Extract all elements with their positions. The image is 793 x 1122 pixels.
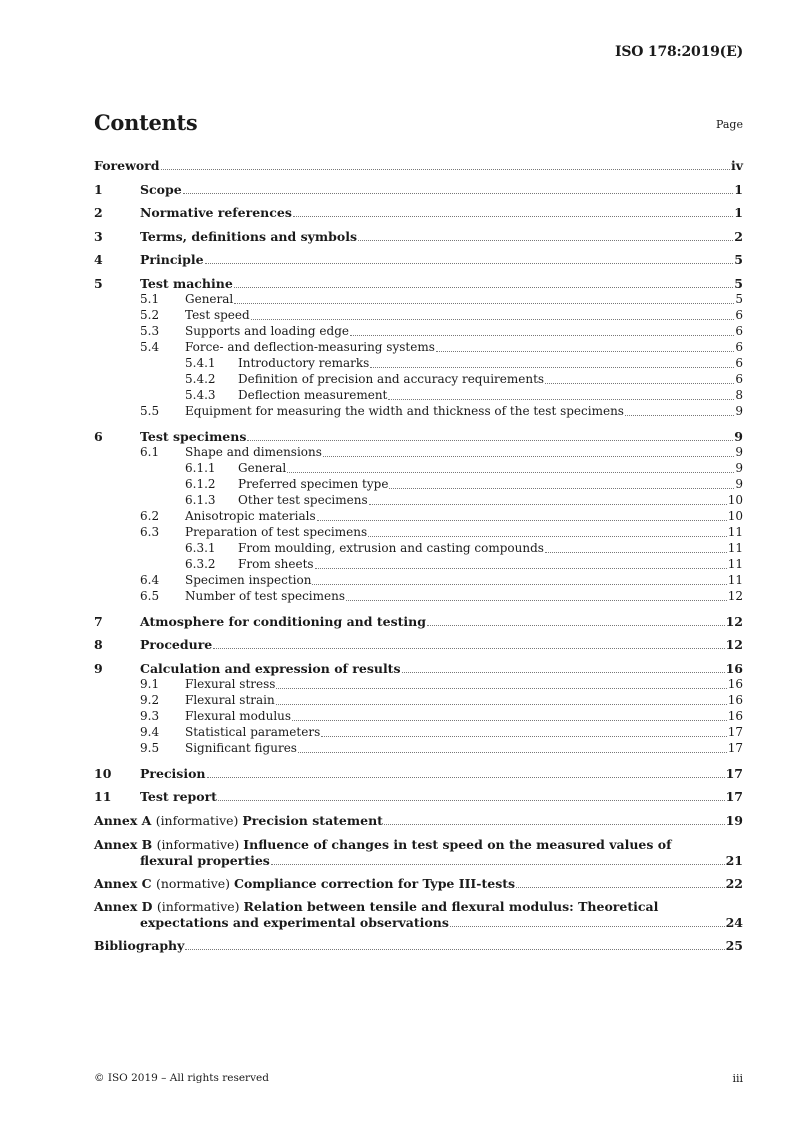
- toc-entry-number: 5.3: [140, 324, 160, 338]
- toc-entry-link[interactable]: [185, 677, 743, 692]
- toc-entry-page: 19: [725, 813, 743, 828]
- toc-entry[interactable]: [94, 291, 743, 308]
- toc-entry-title: Preferred specimen type: [238, 477, 389, 491]
- toc-entry-page: 12: [727, 589, 743, 603]
- toc-entry-link[interactable]: [185, 324, 743, 339]
- page-title: Contents: [94, 110, 198, 135]
- annex-label: Annex A: [94, 813, 156, 828]
- toc-entry-link[interactable]: [185, 693, 743, 708]
- toc-entry-link[interactable]: [185, 509, 743, 524]
- toc-entry-number: 5.4: [140, 340, 160, 354]
- toc-entry-number: 6.1.3: [185, 493, 216, 507]
- dot-leader: [292, 720, 727, 721]
- toc-entry-title: Equipment for measuring the width and thickness of the test specimens: [185, 404, 624, 418]
- toc-entry-page: iv: [730, 158, 743, 173]
- toc-entry-page: 22: [725, 876, 743, 891]
- toc-entry[interactable]: [94, 157, 743, 174]
- toc-entry-number: 4: [94, 252, 103, 267]
- toc-entry-page: 2: [734, 229, 743, 244]
- toc-entry-number: 5.1: [140, 292, 160, 306]
- toc-entry-page: 6: [735, 340, 743, 354]
- toc-entry-title: Test report: [140, 789, 217, 804]
- toc-entry-page: 6: [735, 308, 743, 322]
- toc-entry-page: 6: [735, 324, 743, 338]
- toc-entry-number: 6.5: [140, 589, 160, 603]
- toc-entry[interactable]: [94, 613, 743, 630]
- annex-heading: Influence of changes in test speed on the measured values of: [243, 837, 672, 852]
- annex-heading: Compliance correction for Type III-tests: [234, 876, 516, 891]
- toc-entry-page: 11: [727, 541, 743, 555]
- toc-entry-link[interactable]: [238, 388, 743, 403]
- toc-entry-page: 10: [727, 493, 743, 507]
- dot-leader: [234, 287, 733, 288]
- document-code: ISO 178:2019(E): [614, 44, 743, 60]
- annex-entry[interactable]: [94, 898, 743, 915]
- dot-leader: [247, 440, 733, 441]
- toc-entry-title: Calculation and expression of results: [140, 661, 401, 676]
- toc-entry-number: 5.2: [140, 308, 160, 322]
- toc-entry-title: Shape and dimensions: [185, 445, 322, 459]
- toc-entry-number: 5: [94, 276, 103, 291]
- toc-entry-title: Significant figures: [185, 741, 297, 755]
- toc-entry-link[interactable]: [94, 876, 743, 891]
- annex-label: Annex C: [94, 876, 156, 891]
- dot-leader: [358, 240, 733, 241]
- toc-entry-number: 5.4.1: [185, 356, 216, 370]
- toc-entry-number: 6.1.1: [185, 461, 216, 475]
- toc-entry-page: 8: [735, 388, 743, 402]
- toc-entry-number: 6.3.2: [185, 557, 216, 571]
- toc-entry[interactable]: [94, 181, 743, 198]
- annex-title: [94, 899, 658, 914]
- dot-leader: [205, 263, 734, 264]
- toc-entry-page: 9: [735, 445, 743, 459]
- annex-title-continued: flexural properties: [140, 853, 270, 868]
- toc-entry-page: 11: [727, 525, 743, 539]
- toc-entry-page: 9: [735, 404, 743, 418]
- toc-entry-page: 5: [734, 276, 743, 291]
- toc-entry-title: From moulding, extrusion and casting compounds: [238, 541, 544, 555]
- toc-entry-link[interactable]: [238, 477, 743, 492]
- toc-entry-number: 5.5: [140, 404, 160, 418]
- toc-entry-number: 6.3.1: [185, 541, 216, 555]
- toc-entry[interactable]: [94, 323, 743, 340]
- dot-leader: [207, 777, 725, 778]
- toc-entry[interactable]: [94, 403, 743, 420]
- toc-entry-number: 9.3: [140, 709, 160, 723]
- annex-type: (normative): [155, 876, 235, 891]
- dot-leader: [350, 335, 734, 336]
- toc-entry-link[interactable]: [140, 252, 743, 267]
- toc-entry[interactable]: [94, 476, 743, 493]
- toc-entry-page: 12: [725, 637, 743, 652]
- toc-entry[interactable]: [94, 460, 743, 477]
- toc-entry-title: Anisotropic materials: [185, 509, 316, 523]
- toc-entry-number: 9.4: [140, 725, 160, 739]
- toc-entry[interactable]: [94, 339, 743, 356]
- annex-title: [94, 813, 383, 828]
- toc-entry-link[interactable]: [140, 614, 743, 629]
- toc-entry-page: 9: [735, 477, 743, 491]
- toc-entry-title: Definition of precision and accuracy requirements: [238, 372, 545, 386]
- annex-heading: Precision statement: [242, 813, 383, 828]
- page-number: iii: [732, 1072, 743, 1085]
- toc-entry-link[interactable]: [94, 938, 743, 953]
- toc-entry-page: 1: [734, 205, 743, 220]
- toc-entry-page: 6: [735, 356, 743, 370]
- toc-entry-title: Principle: [140, 252, 204, 267]
- toc-entry-link[interactable]: [185, 404, 743, 419]
- toc-entry-title: Test speed: [185, 308, 250, 322]
- toc-entry-page: 16: [727, 709, 743, 723]
- toc-entry[interactable]: [94, 588, 743, 605]
- annex-type: (informative): [155, 813, 243, 828]
- toc-entry-link[interactable]: [94, 837, 743, 852]
- dot-leader: [369, 504, 727, 505]
- toc-entry-number: 7: [94, 614, 103, 629]
- toc-entry-link[interactable]: [238, 356, 743, 371]
- dot-leader: [276, 688, 726, 689]
- toc-entry-number: 9.2: [140, 693, 160, 707]
- toc-entry-page: 10: [727, 509, 743, 523]
- toc-entry-link[interactable]: [140, 915, 743, 930]
- toc-entry-number: 6.1.2: [185, 477, 216, 491]
- toc-entry-title: Atmosphere for conditioning and testing: [140, 614, 426, 629]
- toc-entry[interactable]: [94, 708, 743, 725]
- toc-entry[interactable]: [94, 740, 743, 757]
- toc-entry-link[interactable]: [140, 853, 743, 868]
- dot-leader: [545, 552, 727, 553]
- dot-leader: [545, 383, 734, 384]
- toc-entry-title: Terms, definitions and symbols: [140, 229, 357, 244]
- toc-entry-number: 6: [94, 429, 103, 444]
- dot-leader: [276, 704, 727, 705]
- toc-entry-number: 11: [94, 789, 112, 804]
- toc-entry-page: 16: [725, 661, 743, 676]
- toc-entry-page: 16: [727, 693, 743, 707]
- toc-entry[interactable]: [94, 428, 743, 445]
- dot-leader: [388, 399, 734, 400]
- annex-type: (informative): [156, 837, 244, 852]
- annex-title: [94, 876, 515, 891]
- copyright-notice: © ISO 2019 – All rights reserved: [94, 1072, 269, 1084]
- toc-entry[interactable]: [94, 556, 743, 573]
- page-column-label: Page: [715, 118, 743, 131]
- annex-title: [94, 837, 671, 852]
- toc-entry-title: Normative references: [140, 205, 292, 220]
- toc-entry-link[interactable]: [94, 813, 743, 828]
- toc-entry-number: 9: [94, 661, 103, 676]
- toc-entry-link[interactable]: [238, 372, 743, 387]
- toc-entry-link[interactable]: [140, 429, 743, 444]
- toc-entry-link[interactable]: [185, 525, 743, 540]
- toc-entry-page: 5: [734, 252, 743, 267]
- dot-leader: [161, 169, 730, 170]
- dot-leader: [317, 520, 727, 521]
- toc-entry-link[interactable]: [185, 709, 743, 724]
- toc-entry-title: General: [238, 461, 287, 475]
- toc-entry-link[interactable]: [238, 493, 743, 508]
- toc-entry-link[interactable]: [185, 741, 743, 756]
- toc-entry-link[interactable]: [185, 308, 743, 323]
- annex-entry-continued[interactable]: [94, 914, 743, 931]
- toc-entry-page: 1: [734, 182, 743, 197]
- dot-leader: [384, 824, 725, 825]
- toc-entry-link[interactable]: [185, 340, 743, 355]
- toc-entry-title: Supports and loading edge: [185, 324, 349, 338]
- toc-entry-link[interactable]: [140, 205, 743, 220]
- dot-leader: [625, 415, 734, 416]
- toc-entry-page: 9: [734, 429, 743, 444]
- toc-entry-number: 9.5: [140, 741, 160, 755]
- toc-entry-number: 6.1: [140, 445, 160, 459]
- toc-entry-title: Foreword: [94, 158, 160, 173]
- annex-entry-continued[interactable]: [94, 852, 743, 869]
- dot-leader: [251, 319, 735, 320]
- toc-entry-page: 17: [727, 725, 743, 739]
- dot-leader: [402, 672, 725, 673]
- dot-leader: [436, 351, 735, 352]
- toc-entry-link[interactable]: [140, 229, 743, 244]
- toc-entry-link[interactable]: [185, 445, 743, 460]
- toc-entry-page: 6: [735, 372, 743, 386]
- toc-entry-title: Test machine: [140, 276, 233, 291]
- dot-leader: [271, 864, 725, 865]
- toc-entry[interactable]: [94, 371, 743, 388]
- toc-entry-number: 1: [94, 182, 103, 197]
- toc-entry[interactable]: [94, 355, 743, 372]
- toc-entry-link[interactable]: [140, 276, 743, 291]
- toc-entry[interactable]: [94, 724, 743, 741]
- toc-entry[interactable]: [94, 307, 743, 324]
- toc-entry[interactable]: [94, 204, 743, 221]
- toc-entry-number: 8: [94, 637, 103, 652]
- bibliography-title: Bibliography: [94, 938, 185, 953]
- toc-entry[interactable]: [94, 228, 743, 245]
- toc-entry-link[interactable]: [140, 766, 743, 781]
- toc-entry-link[interactable]: [238, 557, 743, 572]
- toc-entry-title: Statistical parameters: [185, 725, 321, 739]
- annex-type: (informative): [156, 899, 244, 914]
- toc-entry-link[interactable]: [140, 182, 743, 197]
- toc-entry-number: 3: [94, 229, 103, 244]
- dot-leader: [450, 926, 725, 927]
- toc-entry-title: Test specimens: [140, 429, 247, 444]
- toc-entry-page: 9: [735, 461, 743, 475]
- toc-entry-link[interactable]: [185, 589, 743, 604]
- toc-entry-number: 6.4: [140, 573, 160, 587]
- toc-entry-link[interactable]: [140, 637, 743, 652]
- dot-leader: [368, 536, 727, 537]
- toc-entry-title: Specimen inspection: [185, 573, 312, 587]
- toc-entry-number: 5.4.2: [185, 372, 216, 386]
- dot-leader: [183, 193, 734, 194]
- toc-entry-number: 5.4.3: [185, 388, 216, 402]
- dot-leader: [312, 584, 726, 585]
- toc-entry-link[interactable]: [185, 292, 743, 307]
- toc-entry[interactable]: [94, 572, 743, 589]
- toc-entry-title: Other test specimens: [238, 493, 368, 507]
- dot-leader: [346, 600, 727, 601]
- toc-entry-title: From sheets: [238, 557, 314, 571]
- toc-entry[interactable]: [94, 444, 743, 461]
- toc-entry[interactable]: [94, 692, 743, 709]
- dot-leader: [234, 303, 734, 304]
- toc-entry-link[interactable]: [185, 725, 743, 740]
- bibliography-entry[interactable]: [94, 937, 743, 954]
- toc-entry-page: 11: [727, 573, 743, 587]
- toc-entry-page: 17: [727, 741, 743, 755]
- toc-entry[interactable]: [94, 508, 743, 525]
- toc-entry-page: 25: [725, 938, 743, 953]
- toc-entry[interactable]: [94, 251, 743, 268]
- annex-heading: Relation between tensile and flexural modulus: Theoretical: [243, 899, 659, 914]
- annex-entry[interactable]: [94, 836, 743, 853]
- toc-entry[interactable]: [94, 492, 743, 509]
- toc-entry-page: 5: [735, 292, 743, 306]
- dot-leader: [213, 648, 724, 649]
- toc-entry[interactable]: [94, 788, 743, 805]
- annex-title-continued: expectations and experimental observations: [140, 915, 449, 930]
- dot-leader: [516, 887, 725, 888]
- toc-entry-page: 17: [725, 766, 743, 781]
- toc-entry[interactable]: [94, 765, 743, 782]
- toc-entry-page: 12: [725, 614, 743, 629]
- toc-entry-title: Flexural modulus: [185, 709, 292, 723]
- dot-leader: [321, 736, 726, 737]
- dot-leader: [185, 949, 724, 950]
- toc-entry-number: 10: [94, 766, 112, 781]
- dot-leader: [389, 488, 734, 489]
- toc-entry-page: 16: [727, 677, 743, 691]
- toc-entry-page: 17: [725, 789, 743, 804]
- toc-entry-number: 9.1: [140, 677, 160, 691]
- dot-leader: [370, 367, 734, 368]
- toc-entry-title: Force- and deflection-measuring systems: [185, 340, 435, 354]
- toc-entry-link[interactable]: [94, 158, 743, 173]
- dot-leader: [298, 752, 727, 753]
- toc-entry-link[interactable]: [94, 899, 743, 914]
- dot-leader: [315, 568, 727, 569]
- toc-entry-page: 11: [727, 557, 743, 571]
- toc-entry-link[interactable]: [238, 541, 743, 556]
- toc-entry[interactable]: [94, 540, 743, 557]
- toc-entry-link[interactable]: [140, 661, 743, 676]
- annex-entry[interactable]: [94, 812, 743, 829]
- annex-label: Annex B: [94, 837, 157, 852]
- toc-entry-number: 6.2: [140, 509, 160, 523]
- toc-entry-title: Procedure: [140, 637, 213, 652]
- annex-label: Annex D: [94, 899, 157, 914]
- toc-entry-number: 2: [94, 205, 103, 220]
- toc-entry-title: Deflection measurement: [238, 388, 388, 402]
- toc-entry-title: Preparation of test specimens: [185, 525, 368, 539]
- toc-entry-title: Introductory remarks: [238, 356, 370, 370]
- dot-leader: [218, 800, 725, 801]
- toc-entry-title: Flexural strain: [185, 693, 275, 707]
- toc-entry-link[interactable]: [140, 789, 743, 804]
- toc-entry-number: 6.3: [140, 525, 160, 539]
- toc-entry-page: 24: [725, 915, 743, 930]
- annex-entry[interactable]: [94, 875, 743, 892]
- toc-entry[interactable]: [94, 524, 743, 541]
- dot-leader: [427, 625, 725, 626]
- toc-entry[interactable]: [94, 387, 743, 404]
- toc-entry-page: 21: [725, 853, 743, 868]
- toc-entry-link[interactable]: [238, 461, 743, 476]
- dot-leader: [287, 472, 734, 473]
- toc-entry-link[interactable]: [185, 573, 743, 588]
- toc-entry[interactable]: [94, 275, 743, 292]
- toc-entry-title: Scope: [140, 182, 182, 197]
- toc-entry[interactable]: [94, 660, 743, 677]
- toc-entry-title: Number of test specimens: [185, 589, 346, 603]
- toc-entry[interactable]: [94, 676, 743, 693]
- toc-entry[interactable]: [94, 636, 743, 653]
- dot-leader: [293, 216, 733, 217]
- toc-entry-title: Precision: [140, 766, 206, 781]
- toc-entry-title: Flexural stress: [185, 677, 276, 691]
- dot-leader: [323, 456, 734, 457]
- toc-entry-title: General: [185, 292, 234, 306]
